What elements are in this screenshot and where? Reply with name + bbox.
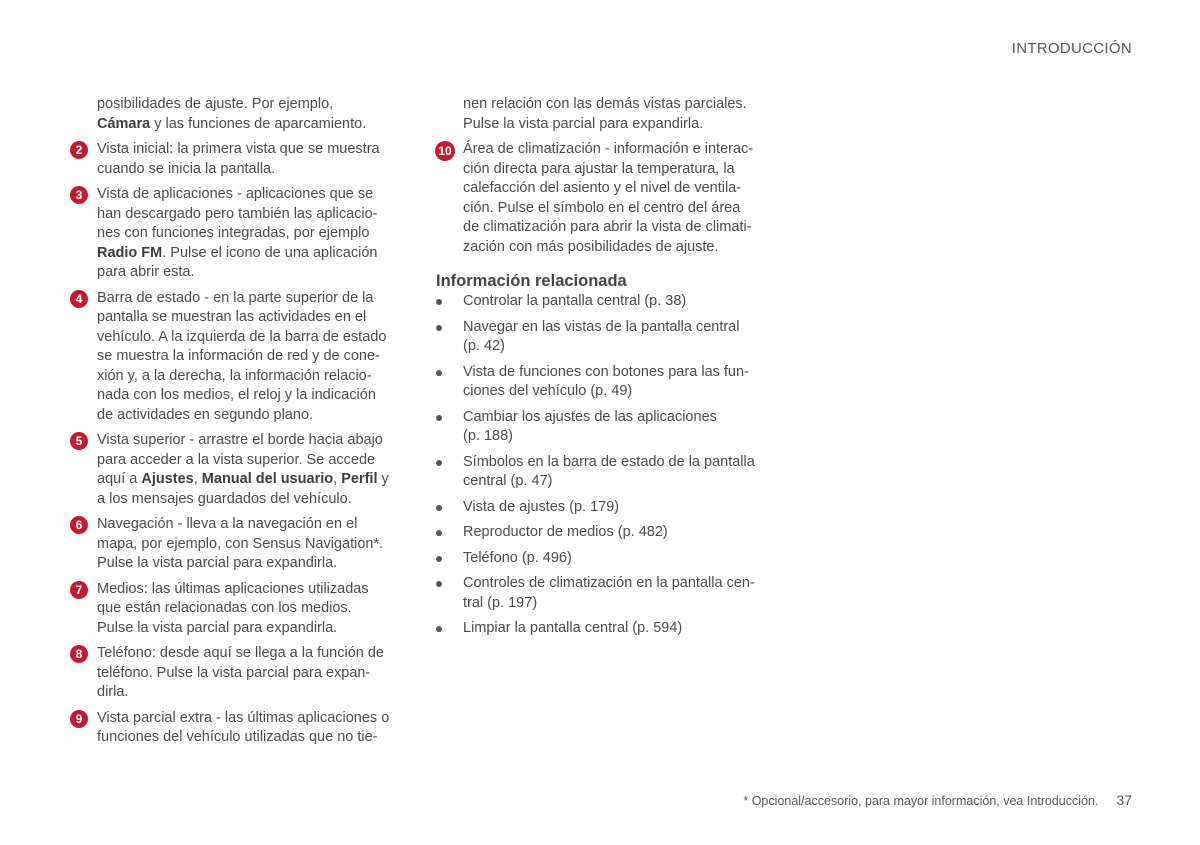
text-line [97, 367, 402, 387]
text-segment: mapa, por ejemplo, con Sensus Navigation*. [97, 535, 384, 552]
text-line [97, 515, 402, 535]
text-segment: Pulse la vista parcial para expandirla. [97, 555, 338, 571]
related-link-text: Cambiar los ajustes de las aplicaciones [463, 408, 717, 425]
bullet-icon [436, 415, 442, 421]
item-text [97, 709, 402, 748]
text-segment: Vista parcial extra - las últimas aplicaciones o [97, 709, 390, 726]
item-text [97, 289, 402, 426]
bullet-icon [436, 505, 442, 511]
related-link-text: Controlar la pantalla central (p. 38) [463, 293, 687, 309]
text-segment: nen relación con las demás vistas parciales. [463, 96, 747, 112]
text-line [97, 470, 402, 490]
numbered-item-8 [70, 644, 402, 703]
text-segment: a los mensajes guardados del vehículo. [97, 490, 352, 507]
bullet-icon [436, 325, 442, 331]
text-line [97, 728, 402, 748]
footer-note: * Opcional/accesorio, para mayor información, vea Introducción. [743, 794, 1099, 808]
bold-term: Radio FM [97, 244, 163, 261]
related-link-item[interactable] [436, 549, 770, 569]
text-segment: nes con funciones integradas, por ejemplo [97, 225, 370, 241]
text-line [97, 115, 402, 135]
text-segment: calefacción del asiento y el nivel de ventila- [463, 180, 742, 196]
text-segment: ción directa para ajustar la temperatura, la [463, 160, 735, 177]
bullet-icon [436, 530, 442, 536]
text-line [97, 709, 402, 729]
number-badge: 3 [70, 186, 88, 204]
number-badge: 5 [70, 432, 88, 450]
text-line [97, 664, 402, 684]
bold-term: Perfil [341, 471, 378, 487]
text-line [463, 140, 770, 160]
related-link-item[interactable] [436, 292, 770, 312]
text-line [97, 140, 402, 160]
text-segment: se muestra la información de red y de cone- [97, 348, 380, 364]
bold-term: Cámara [97, 115, 151, 132]
text-line [97, 160, 402, 180]
text-line [463, 115, 770, 135]
text-segment: para abrir esta. [97, 264, 195, 280]
text-segment: ción. Pulse el símbolo en el centro del área [463, 199, 741, 216]
text-segment: zación con más posibilidades de ajuste. [463, 238, 719, 255]
text-segment: funciones del vehículo utilizadas que no tie- [97, 729, 378, 745]
related-link-item[interactable] [436, 574, 770, 613]
text-line [97, 244, 402, 264]
continued-text [70, 95, 402, 134]
text-segment: , [193, 471, 202, 487]
text-segment: vehículo. A la izquierda de la barra de estado [97, 328, 387, 345]
continued-text [436, 95, 770, 134]
right-column [436, 95, 770, 645]
text-segment: aquí a [97, 471, 142, 487]
related-info-list [436, 292, 770, 639]
text-segment: Área de climatización - información e interac- [463, 141, 754, 157]
related-link-text: (p. 42) [463, 338, 505, 354]
text-line [97, 386, 402, 406]
text-line [97, 619, 402, 639]
related-link-item[interactable] [436, 619, 770, 639]
text-segment: de climatización para abrir la vista de climati- [463, 219, 752, 235]
number-badge: 4 [70, 290, 88, 308]
item-text [463, 95, 770, 134]
item-text [97, 185, 402, 283]
related-link-item[interactable] [436, 453, 770, 492]
text-segment: Medios: las últimas aplicaciones utilizadas [97, 580, 369, 597]
numbered-item-9 [70, 709, 402, 748]
text-line [97, 554, 402, 574]
number-badge: 10 [435, 141, 455, 161]
text-segment: Pulse la vista parcial para expandirla. [97, 619, 338, 636]
text-line [97, 328, 402, 348]
text-line [97, 263, 402, 283]
text-line [97, 289, 402, 309]
text-line [97, 431, 402, 451]
text-segment: para acceder a la vista superior. Se accede [97, 451, 376, 468]
bullet-icon [436, 556, 442, 562]
text-line [463, 218, 770, 238]
text-line [463, 199, 770, 219]
footer [743, 792, 1132, 808]
numbered-item-10 [436, 140, 770, 257]
text-line [463, 238, 770, 258]
text-segment: Vista superior - arrastre el borde hacia abajo [97, 432, 383, 448]
bold-term: Ajustes [141, 471, 194, 487]
text-segment: Barra de estado - en la parte superior de la [97, 289, 374, 306]
related-link-text: Reproductor de medios (p. 482) [463, 524, 668, 540]
section-header: INTRODUCCIÓN [1011, 40, 1132, 57]
numbered-item-6 [70, 515, 402, 574]
related-link-text: Vista de funciones con botones para las fun- [463, 363, 749, 380]
numbered-item-5 [70, 431, 402, 509]
related-link-text: Vista de ajustes (p. 179) [463, 498, 620, 515]
item-text [97, 515, 402, 574]
text-segment: , [333, 471, 342, 487]
bullet-icon [436, 626, 442, 632]
text-line [463, 179, 770, 199]
text-line [463, 95, 770, 115]
text-segment: y las funciones de aparcamiento. [150, 115, 367, 132]
related-link-item[interactable] [436, 318, 770, 357]
text-segment: y [377, 471, 389, 487]
bullet-icon [436, 370, 442, 376]
bullet-icon [436, 581, 442, 587]
item-text [97, 580, 402, 639]
text-line [97, 95, 402, 115]
related-link-item[interactable] [436, 498, 770, 518]
text-line [97, 205, 402, 225]
text-line [97, 185, 402, 205]
number-badge: 7 [70, 581, 88, 599]
related-info-heading: Información relacionada [436, 272, 627, 290]
text-line [97, 406, 402, 426]
item-text [97, 140, 402, 179]
related-link-text: Limpiar la pantalla central (p. 594) [463, 620, 683, 636]
text-line [97, 535, 402, 555]
item-text [97, 431, 402, 509]
text-segment: xión y, a la derecha, la información relacio- [97, 367, 372, 384]
numbered-item-2 [70, 140, 402, 179]
related-link-text: central (p. 47) [463, 473, 553, 489]
item-text [97, 644, 402, 703]
related-link-item[interactable] [436, 363, 770, 402]
text-line [97, 490, 402, 510]
related-link-text: Controles de climatización en la pantalla cen- [463, 575, 755, 591]
text-segment: Vista inicial: la primera vista que se muestra [97, 141, 380, 157]
related-link-text: tral (p. 197) [463, 594, 538, 611]
text-segment: de actividades en segundo plano. [97, 406, 314, 423]
text-segment: nada con los medios, el reloj y la indicación [97, 387, 376, 403]
numbered-item-4 [70, 289, 402, 426]
related-link-text: Símbolos en la barra de estado de la pantalla [463, 453, 755, 470]
bullet-icon [436, 460, 442, 466]
text-segment: pantalla se muestran las actividades en el [97, 309, 367, 325]
item-text [97, 95, 402, 134]
related-link-text: ciones del vehículo (p. 49) [463, 383, 633, 399]
item-text [463, 140, 770, 257]
text-line [97, 580, 402, 600]
page-number: 37 [1116, 792, 1132, 808]
text-line [97, 644, 402, 664]
text-segment: posibilidades de ajuste. Por ejemplo, [97, 96, 334, 112]
text-segment: que están relacionadas con los medios. [97, 600, 352, 616]
text-line [97, 451, 402, 471]
text-line [97, 599, 402, 619]
text-line [97, 308, 402, 328]
number-badge: 8 [70, 645, 88, 663]
right-column-entries [436, 95, 770, 257]
text-segment: han descargado pero también las aplicacio- [97, 205, 378, 222]
number-badge: 9 [70, 710, 88, 728]
text-segment: Pulse la vista parcial para expandirla. [463, 115, 704, 132]
related-link-text: (p. 188) [463, 428, 513, 444]
related-link-item[interactable] [436, 523, 770, 543]
related-link-text: Teléfono (p. 496) [463, 549, 572, 566]
bold-term: Manual del usuario [201, 471, 334, 487]
number-badge: 6 [70, 516, 88, 534]
text-segment: dirla. [97, 684, 129, 700]
text-segment: Vista de aplicaciones - aplicaciones que se [97, 186, 374, 202]
related-link-text: Navegar en las vistas de la pantalla central [463, 318, 740, 335]
text-line [97, 224, 402, 244]
related-link-item[interactable] [436, 408, 770, 447]
text-line [97, 347, 402, 367]
text-line [463, 160, 770, 180]
text-segment: Navegación - lleva a la navegación en el [97, 516, 358, 532]
numbered-item-3 [70, 185, 402, 283]
text-segment: Teléfono: desde aquí se llega a la función de [97, 645, 384, 661]
number-badge: 2 [70, 141, 88, 159]
text-segment: . Pulse el icono de una aplicación [162, 244, 378, 261]
text-segment: teléfono. Pulse la vista parcial para expan- [97, 664, 371, 681]
text-segment: cuando se inicia la pantalla. [97, 160, 276, 177]
bullet-icon [436, 299, 442, 305]
numbered-item-7 [70, 580, 402, 639]
text-line [97, 683, 402, 703]
left-column [70, 95, 402, 754]
